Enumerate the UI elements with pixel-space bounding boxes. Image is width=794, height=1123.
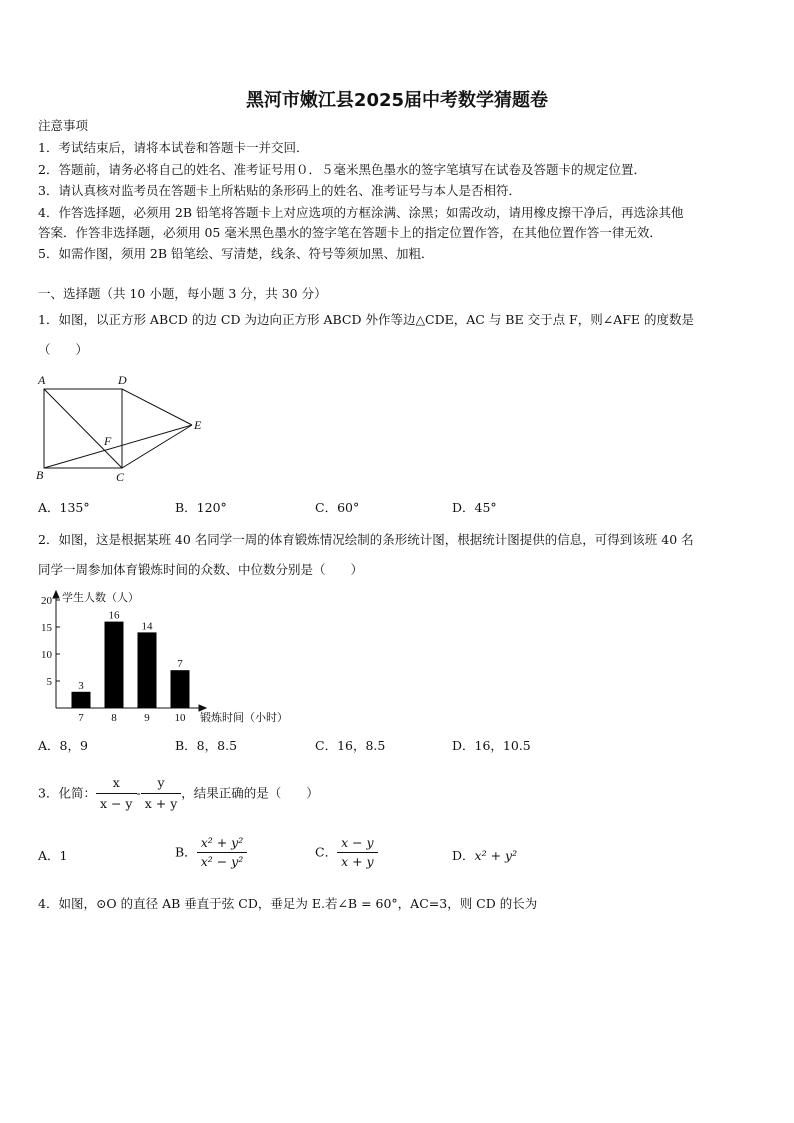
y-tick-label: 20: [41, 595, 52, 607]
q4-stem: 4．如图，⊙O 的直径 AB 垂直于弦 CD，垂足为 E.若∠B = 60°，AC=3，则 CD 的长为: [38, 896, 538, 911]
q1-option-d: D．45°: [452, 500, 497, 515]
q1-paren: （ ）: [38, 342, 89, 357]
q3-option-d-label: D．: [452, 848, 475, 863]
q3-option-c-denominator: x + y: [337, 852, 378, 871]
q3-minus: -: [136, 785, 141, 801]
y-tick-label: 5: [46, 676, 52, 688]
bar: [138, 632, 157, 708]
q2-option-a: A．8，9: [38, 738, 88, 753]
q3-suffix: ，结果正确的是（ ）: [181, 785, 319, 801]
q1-option-a: A．135°: [38, 500, 90, 515]
notice-item: 5．如需作图，须用 2B 铅笔绘、写清楚，线条、符号等须加黑、加粗．: [38, 246, 434, 261]
notice-item: 2．答题前，请务必将自己的姓名、准考证号用０．５毫米黑色墨水的签字笔填写在试卷及答题卡的规定位置．: [38, 162, 646, 177]
q2-option-b: B．8，8.5: [175, 738, 238, 753]
page-title: 黑河市嫩江县2025届中考数学猜题卷: [245, 90, 549, 111]
q3-fraction-2: [141, 773, 182, 814]
notice-item: 4．作答选择题，必须用 2B 铅笔将答题卡上对应选项的方框涂满、涂黑；如需改动，请用橡皮擦干净后，再选涂其他: [38, 205, 684, 220]
q3-prefix: 3．化简：: [38, 785, 96, 801]
y-axis-label: 学生人数（人）: [62, 591, 139, 604]
q3-fraction-1-denominator: x − y: [96, 793, 137, 814]
point-label-c: C: [116, 470, 125, 484]
q2-stem-line2: 同学一周参加体育锻炼时间的众数、中位数分别是（ ）: [38, 562, 364, 577]
segment-ce: [122, 425, 192, 468]
point-label-b: B: [36, 468, 44, 482]
y-axis-arrow: [53, 591, 59, 598]
bar-value-label: 7: [177, 658, 183, 671]
bar-value-label: 3: [78, 679, 84, 692]
x-tick-label: 7: [78, 712, 84, 724]
q3-option-c-fraction: [337, 834, 378, 871]
q3-option-c: [315, 834, 378, 871]
y-tick-label: 15: [41, 622, 52, 634]
section-heading: 一、选择题（共 10 小题，每小题 3 分，共 30 分）: [38, 286, 327, 301]
q3-fraction-1-numerator: x: [112, 775, 120, 790]
q1-geometry-figure: [30, 370, 220, 485]
q3-stem: [38, 773, 319, 814]
bar: [171, 670, 190, 708]
q3-option-b-fraction: [197, 834, 248, 871]
q3-fraction-1: [96, 773, 137, 814]
q3-option-c-label: C．: [315, 844, 338, 860]
q3-option-a: A．1: [38, 848, 68, 863]
bar: [105, 622, 124, 708]
q3-option-d-expression: x² + y²: [474, 848, 518, 863]
notice-heading: 注意事项: [38, 118, 89, 133]
bar-value-label: 14: [141, 620, 153, 633]
x-tick-label: 9: [144, 712, 150, 724]
point-label-f: F: [104, 434, 112, 448]
q2-bar-chart: [30, 588, 320, 728]
x-axis-label: 锻炼时间（小时）: [200, 711, 288, 724]
q1-option-b: B．120°: [175, 500, 227, 515]
q3-option-c-numerator: x − y: [341, 835, 374, 850]
notice-item: 3．请认真核对监考员在答题卡上所粘贴的条形码上的姓名、准考证号与本人是否相符．: [38, 183, 521, 198]
q3-option-b: [175, 834, 247, 871]
q2-stem-line1: 2．如图，这是根据某班 40 名同学一周的体育锻炼情况绘制的条形统计图，根据统计图提供的信息，可得到该班 40 名: [38, 532, 694, 547]
x-tick-label: 8: [111, 712, 117, 724]
segment-de: [122, 389, 192, 425]
segment-be: [44, 425, 192, 468]
q1-stem: 1．如图，以正方形 ABCD 的边 CD 为边向正方形 ABCD 外作等边△CDE，AC 与 BE 交于点 F，则∠AFE 的度数是: [38, 312, 695, 327]
q2-option-d: D．16，10.5: [452, 738, 531, 753]
point-label-d: D: [118, 373, 127, 387]
q3-fraction-2-numerator: y: [157, 775, 165, 790]
x-tick-label: 10: [174, 712, 186, 724]
q3-option-b-label: B．: [175, 844, 197, 860]
q1-option-c: C．60°: [315, 500, 360, 515]
bar-value-label: 16: [108, 609, 120, 622]
q3-option-b-denominator: x² − y²: [197, 852, 248, 871]
q3-option-d: [452, 848, 517, 864]
q3-fraction-2-denominator: x + y: [141, 793, 182, 814]
y-tick-label: 10: [41, 649, 52, 661]
bar: [72, 692, 91, 708]
notice-item: 答案．作答非选择题，必须用 05 毫米黑色墨水的签字笔在答题卡上的指定位置作答，在其他位置作答一律无效．: [38, 225, 662, 240]
q3-option-b-numerator: x² + y²: [200, 835, 244, 850]
q2-option-c: C．16，8.5: [315, 738, 386, 753]
point-label-e: E: [194, 418, 202, 432]
point-label-a: A: [38, 373, 46, 387]
notice-item: 1．考试结束后，请将本试卷和答题卡一并交回．: [38, 140, 309, 155]
